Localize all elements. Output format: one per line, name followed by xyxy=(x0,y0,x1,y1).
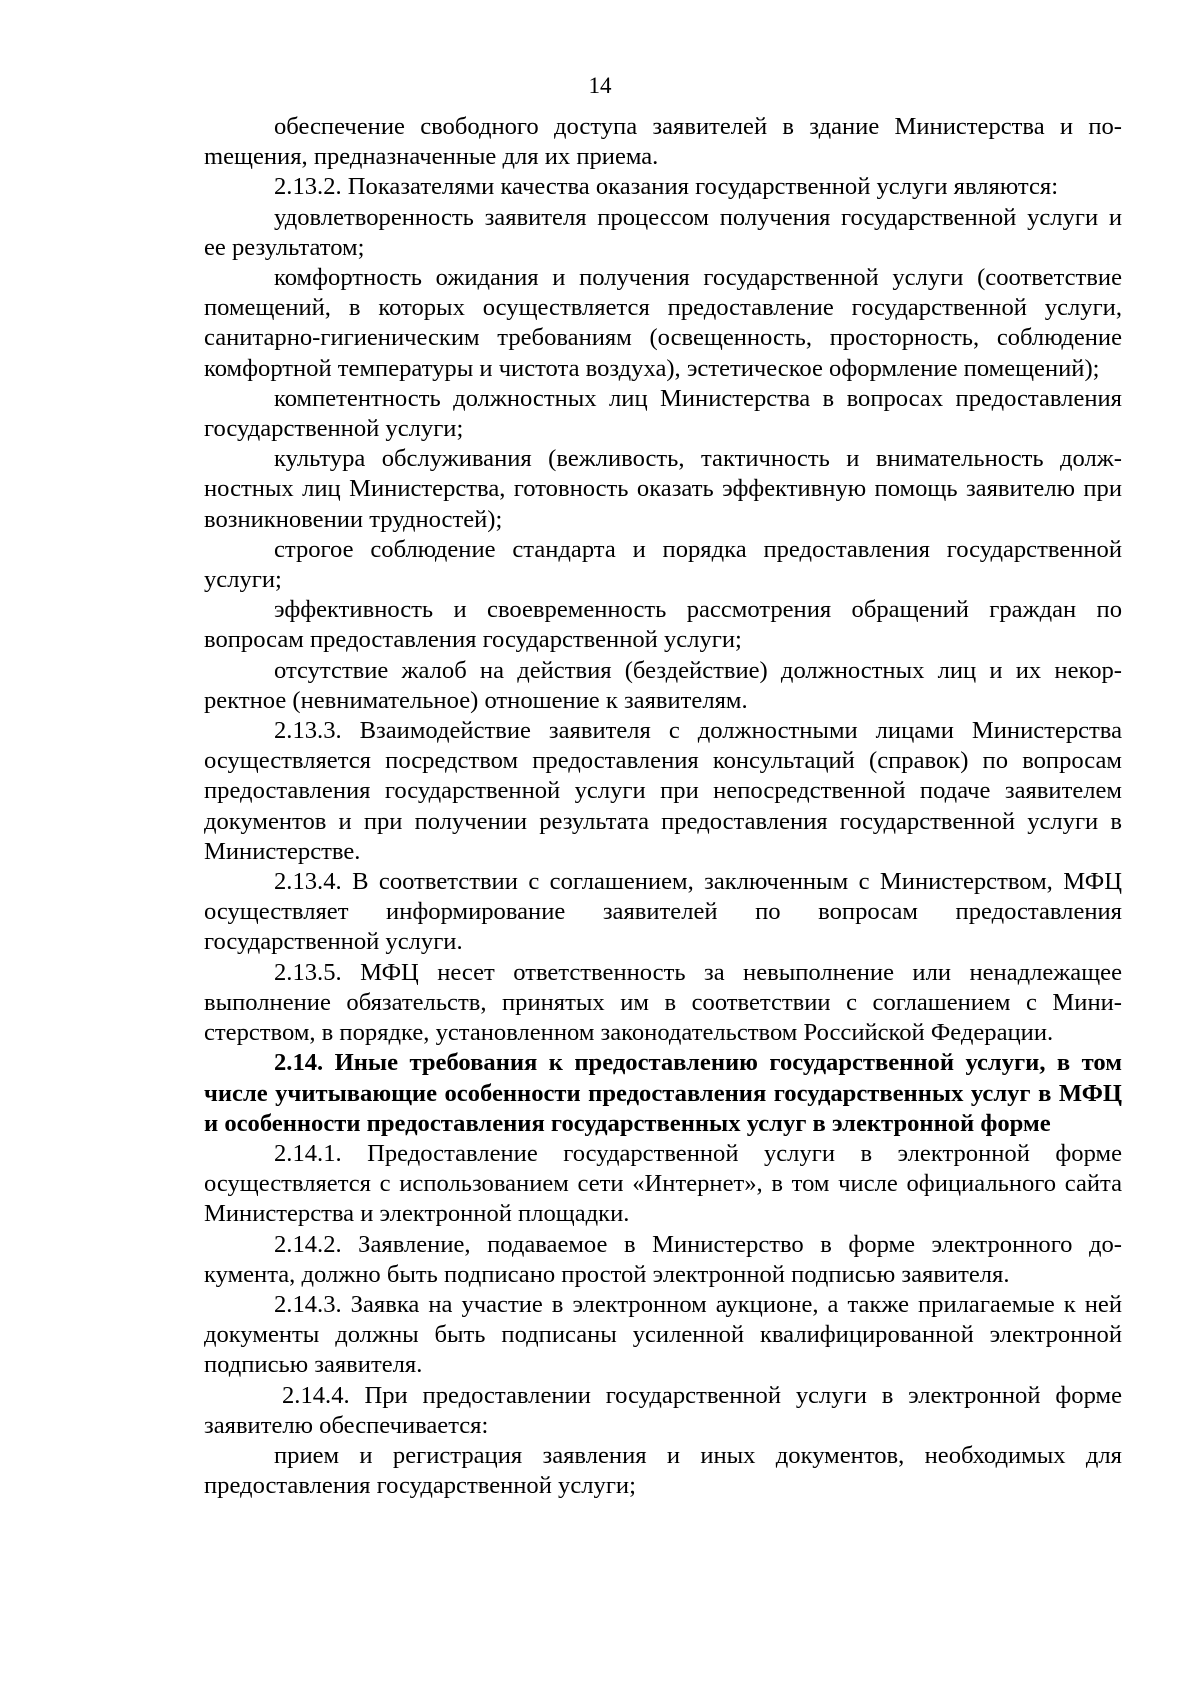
paragraph: обеспечение свободного доступа заявителей в здание Министерства и поmещения, предназначенные для их приема. xyxy=(204,113,1122,171)
paragraph: 2.14.1. Предоставление государственной услуги в электронной форме осуществляется с использованием сети «Интернет», в том числе официального сайта Министерства и электронной площадки. xyxy=(204,1139,1122,1228)
paragraph: компетентность должностных лиц Министерства в вопросах предоставления государственной услуги; xyxy=(204,384,1122,443)
paragraph: отсутствие жалоб на действия (бездействие) должностных лиц и их некорректное (невнимательное) отношение к заявителям. xyxy=(204,656,1122,714)
paragraph: 2.14.2. Заявление, подаваемое в Министерство в форме электронного документа, должно быть подписано простой электронной подписью заявителя. xyxy=(204,1230,1122,1288)
paragraph: строгое соблюдение стандарта и порядка предоставления государственной услуги; xyxy=(204,535,1122,594)
paragraph: культура обслуживания (вежливость, тактичность и внимательность должностных лиц Министерства, готовность оказать эффективную помощь заявителю при возникновении трудностей); xyxy=(204,445,1122,533)
paragraph: 2.13.5. МФЦ несет ответственность за невыполнение или ненадлежащее выполнение обязательств, принятых им в соответствии с соглашением с Министерством, в порядке, установленном законодательством Российской Федерации. xyxy=(204,958,1122,1047)
section-heading: 2.14. Иные требования к предоставлению государственной услуги, в том числе учитывающие особенности предоставления государственных услуг в МФЦ и особенности предоставления государственных услуг в электронной форме xyxy=(204,1049,1122,1137)
page-number: 14 xyxy=(588,73,612,98)
paragraph: 2.14.4. При предоставлении государственной услуги в электронной форме заявителю обеспечивается: xyxy=(204,1381,1122,1439)
paragraph: эффективность и своевременность рассмотрения обращений граждан по вопросам предоставления государственной услуги; xyxy=(204,596,1122,654)
paragraph: 2.13.4. В соответствии с соглашением, заключенным с Министерством, МФЦ осуществляет информирование заявителей по вопросам предоставления государственной услуги. xyxy=(204,868,1122,956)
paragraph: прием и регистрация заявления и иных документов, необходимых для предоставления государственной услуги; xyxy=(204,1441,1122,1500)
paragraph: удовлетворенность заявителя процессом получения государственной услуги и ее результатом; xyxy=(204,203,1122,261)
paragraph: 2.13.2. Показателями качества оказания государственной услуги являются: xyxy=(274,173,1059,201)
document-body xyxy=(204,112,1122,1501)
paragraph: 2.13.3. Взаимодействие заявителя с должностными лицами Министерства осуществляется посредством предоставления консультаций (справок) по вопросам предоставления государственной услуги при непосредственной подаче заявителем документов и при получении результата предоставления государственной услуги в Министерстве. xyxy=(204,717,1122,865)
paragraph: 2.14.3. Заявка на участие в электронном аукционе, а также прилагаемые к ней документы должны быть подписаны усиленной квалифицированной электронной подписью заявителя. xyxy=(204,1290,1122,1379)
paragraph: комфортность ожидания и получения государственной услуги (соответствие помещений, в которых осуществляется предоставление государственной услуги, санитарно-гигиеническим требованиям (освещенность, просторность, соблюдение комфортной температуры и чистота воздуха), эстетическое оформление помещений); xyxy=(204,264,1122,382)
